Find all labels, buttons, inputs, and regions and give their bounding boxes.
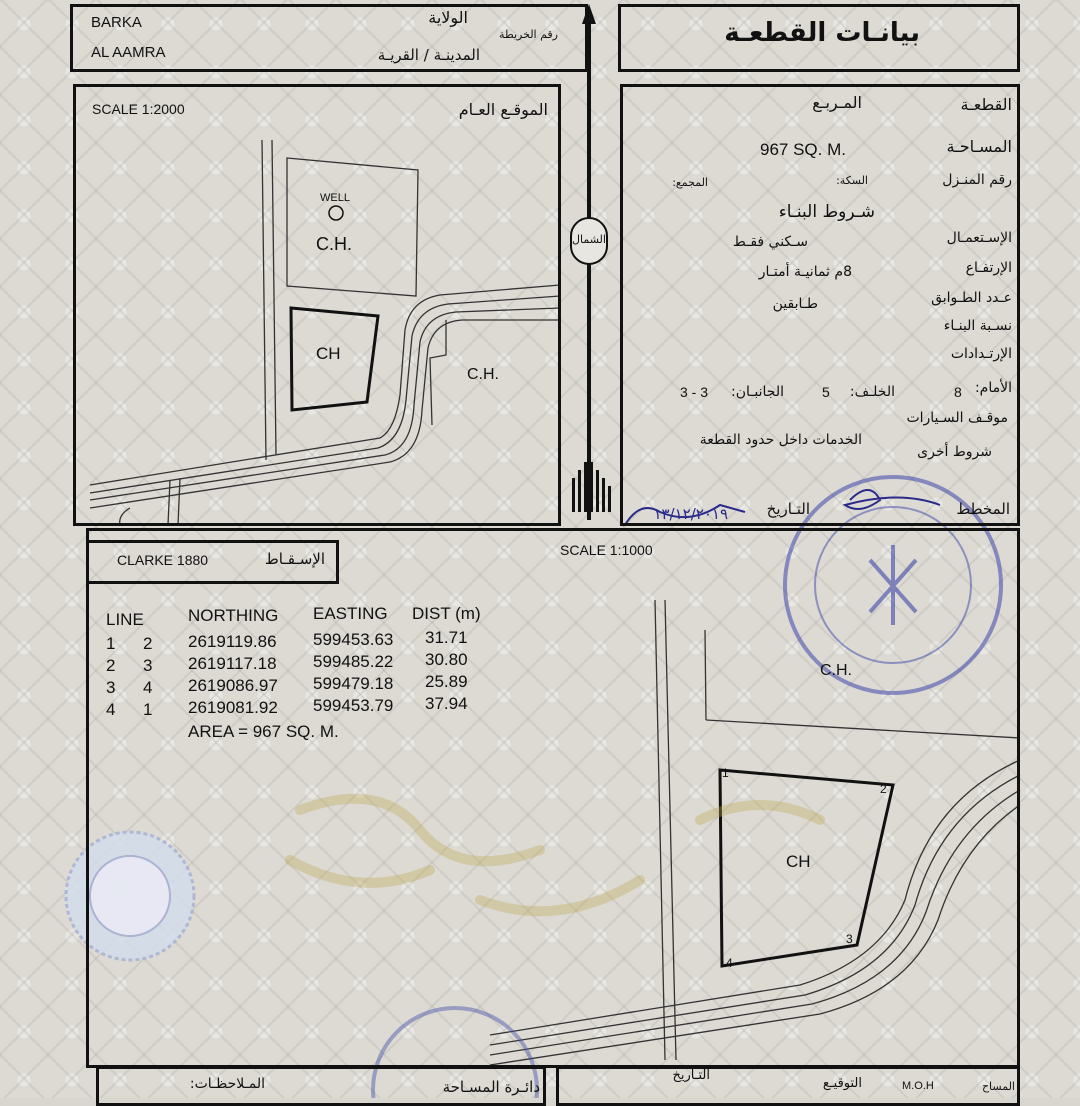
corner-4: 4 <box>726 956 733 970</box>
map-no-label: رقم الخريطة <box>499 28 558 41</box>
footer-signature: التوقيـع <box>822 1076 862 1091</box>
coord-row-to: 2 <box>143 634 153 653</box>
setbacks-label: الإرتـدادات <box>950 346 1012 362</box>
coord-row-to: 4 <box>143 678 153 697</box>
location-ch-plot: CH <box>316 344 341 363</box>
coord-area: AREA = 967 SQ. M. <box>188 722 339 741</box>
plot-label: القطعـة <box>960 95 1012 114</box>
street-label: السكة: <box>836 174 868 187</box>
date-value: ١٣/١٢/٢٠١٩ <box>653 505 728 523</box>
area-label: المسـاحـة <box>946 137 1012 156</box>
footer-moh: M.O.H <box>902 1080 934 1092</box>
date-label: التـاريخ <box>766 500 810 518</box>
height-label: الإرتفـاع <box>965 260 1012 276</box>
footer-date: التـاريخ <box>672 1068 710 1083</box>
location-map-box <box>73 84 561 526</box>
coord-row-northing: 2619119.86 <box>188 632 277 651</box>
coord-row-easting: 599453.79 <box>313 696 394 715</box>
back-value: 5 <box>822 384 830 400</box>
height-value: 8م ثمانيـة أمتـار <box>758 264 852 280</box>
coord-header-line: LINE <box>106 610 144 629</box>
front-label: الأمام: <box>974 380 1012 396</box>
wilaya-value: BARKA <box>91 14 142 31</box>
floors-value: طـابقين <box>772 296 818 312</box>
wilaya-label: الولاية <box>428 8 468 27</box>
coord-row-from: 1 <box>106 634 116 653</box>
coord-row-dist: 37.94 <box>425 694 468 713</box>
projection-value: CLARKE 1880 <box>117 552 209 568</box>
coord-row-from: 2 <box>106 656 116 675</box>
coord-row-dist: 25.89 <box>425 672 468 691</box>
coord-row-from: 3 <box>106 678 116 697</box>
coord-row-dist: 30.80 <box>425 650 468 669</box>
use-value: سـكني فقـط <box>732 234 808 250</box>
location-ch-top: C.H. <box>316 234 352 254</box>
square-label: المـربـع <box>812 93 862 112</box>
coord-row-easting: 599453.63 <box>313 630 394 649</box>
use-label: الإسـتعمـال <box>946 230 1012 246</box>
coord-header-easting: EASTING <box>313 604 388 623</box>
footer-dept: دائـرة المسـاحة <box>442 1078 540 1096</box>
planner-label: المخطط <box>956 500 1010 518</box>
coord-row-to: 3 <box>143 656 153 675</box>
parking-label: موقـف السـيارات <box>906 410 1008 426</box>
corner-3: 3 <box>846 932 853 946</box>
coord-header-dist: DIST (m) <box>412 604 481 623</box>
city-label: المدينـة / القريـة <box>377 46 480 64</box>
detail-ch-plot: CH <box>786 852 811 871</box>
city-value: AL AAMRA <box>91 44 166 61</box>
coord-row-northing: 2619086.97 <box>188 676 278 695</box>
footer-surveyor: المساح <box>981 1080 1015 1093</box>
coord-row-northing: 2619081.92 <box>188 698 278 717</box>
north-arrow <box>571 4 611 520</box>
conditions-title: شـروط البنـاء <box>778 202 875 222</box>
front-value: 8 <box>954 384 962 400</box>
location-ch-right: C.H. <box>467 366 499 383</box>
coord-row-easting: 599479.18 <box>313 674 394 693</box>
location-title: الموقـع العـام <box>458 100 548 119</box>
other-label: شروط أخرى <box>917 444 992 460</box>
location-scale: SCALE 1:2000 <box>92 101 185 117</box>
ratio-label: نسـبة البنـاء <box>943 318 1012 334</box>
back-label: الخلـف: <box>849 384 895 400</box>
corner-1: 1 <box>722 766 729 780</box>
detail-scale: SCALE 1:1000 <box>560 542 653 558</box>
well-label: WELL <box>320 192 350 204</box>
floors-label: عـدد الطـوابق <box>931 290 1012 306</box>
coord-row-easting: 599485.22 <box>313 652 394 671</box>
plot-title: بيانـات القطعـة <box>724 18 920 48</box>
coord-header-northing: NORTHING <box>188 606 279 625</box>
footer-notes: المـلاحظـات: <box>189 1076 265 1092</box>
house-no-label: رقم المنـزل <box>942 172 1012 188</box>
sides-value: 3 - 3 <box>680 384 709 400</box>
detail-ch-top: C.H. <box>820 662 852 679</box>
coord-row-to: 1 <box>143 700 153 719</box>
projection-label: الإسـقـاط <box>264 550 325 568</box>
sides-label: الجانبـان: <box>731 384 784 400</box>
area-value: 967 SQ. M. <box>760 140 846 159</box>
footer-sign-box <box>556 1066 1020 1106</box>
north-label: الشمال <box>572 233 606 246</box>
parking-value: الخدمات داخل حدود القطعة <box>699 432 862 448</box>
coord-row-from: 4 <box>106 700 116 719</box>
corner-2: 2 <box>880 782 887 796</box>
coord-row-northing: 2619117.18 <box>188 654 277 673</box>
coord-row-dist: 31.71 <box>425 628 468 647</box>
complex-label: المجمع: <box>672 176 708 189</box>
